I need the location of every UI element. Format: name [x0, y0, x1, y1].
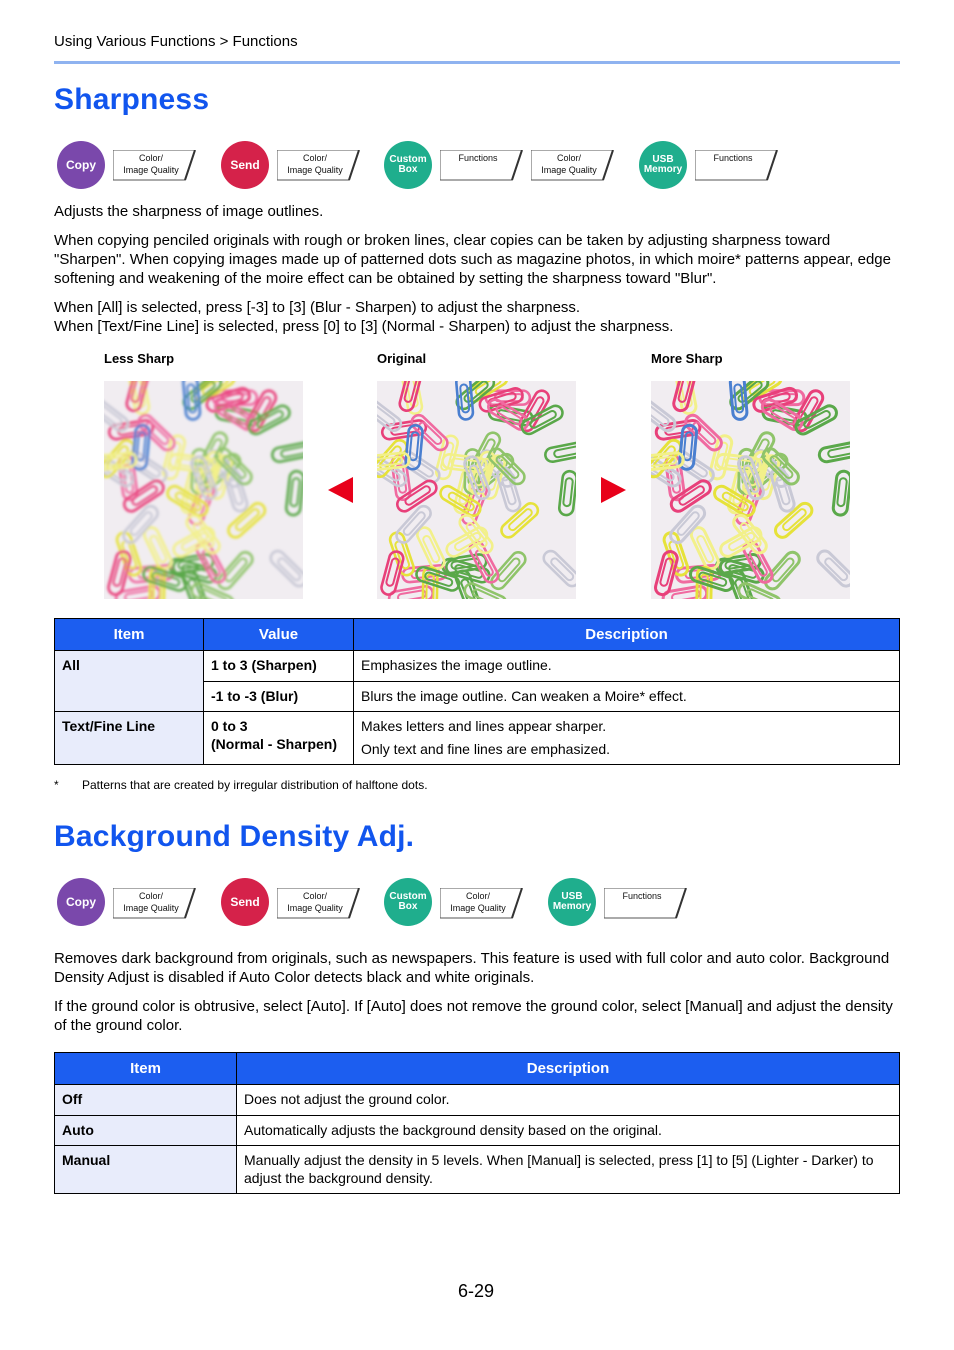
image-label-less-sharp: Less Sharp [104, 351, 175, 366]
background-table [54, 1052, 900, 1194]
copy-mode-badge: Copy [57, 878, 105, 926]
background-instructions: If the ground color is obtrusive, select [Auto]. If [Auto] does not remove the ground color, select [Manual] and adjust the density of the ground color. [54, 998, 893, 1034]
item-cell: Auto [55, 1116, 237, 1146]
page-number: 6-29 [458, 1281, 495, 1301]
path-label-color-image-quality: Color/ Image Quality [277, 150, 361, 182]
column-header: Item [55, 619, 204, 651]
path-label-functions: Functions [440, 150, 524, 182]
send-mode-badge: Send [221, 878, 269, 926]
table-row [55, 712, 900, 765]
table-row [55, 1146, 900, 1194]
path-label-color-image-quality: Color/ Image Quality [531, 150, 615, 182]
path-label-functions: Functions [604, 888, 688, 920]
sharpness-table [54, 618, 900, 765]
item-cell: Manual [55, 1146, 237, 1194]
column-header: Item [55, 1053, 237, 1085]
item-cell: All [55, 651, 204, 712]
sample-image-less-sharp [104, 381, 303, 599]
header-divider [54, 61, 900, 64]
description-cell: Does not adjust the ground color. [237, 1085, 900, 1116]
sample-image-original [377, 381, 576, 599]
arrow-right-icon [601, 477, 626, 503]
sharpness-instructions: When [All] is selected, press [-3] to [3] (Blur - Sharpen) to adjust the sharpness. When [Text/Fine Line] is selected, press [0] to [3] (Normal - Sharpen) to adjust the sharpness. [54, 299, 674, 335]
path-label-color-image-quality: Color/ Image Quality [277, 888, 361, 920]
description-cell: Manually adjust the density in 5 levels. When [Manual] is selected, press [1] to [5] (Lighter - Darker) to adjust the background density. [237, 1146, 900, 1194]
description-cell: Blurs the image outline. Can weaken a Moire* effect. [354, 682, 900, 712]
usb-memory-mode-badge: USB Memory [548, 878, 596, 926]
table-row [55, 1116, 900, 1146]
path-label-color-image-quality: Color/ Image Quality [113, 888, 197, 920]
path-label-color-image-quality: Color/ Image Quality [113, 150, 197, 182]
breadcrumb: Using Various Functions > Functions [54, 33, 298, 50]
item-cell: Text/Fine Line [55, 712, 204, 765]
table-row [55, 1085, 900, 1116]
value-cell: 1 to 3 (Sharpen) [204, 651, 354, 682]
custom-box-mode-badge: Custom Box [384, 878, 432, 926]
copy-mode-badge: Copy [57, 141, 105, 189]
column-header: Value [204, 619, 354, 651]
path-label-functions: Functions [695, 150, 779, 182]
item-cell: Off [55, 1085, 237, 1116]
column-header: Description [237, 1053, 900, 1085]
custom-box-mode-badge: Custom Box [384, 141, 432, 189]
section-title-background-density: Background Density Adj. [54, 820, 415, 853]
table-row [55, 651, 900, 682]
description-cell: Makes letters and lines appear sharper. Only text and fine lines are emphasized. [354, 712, 900, 765]
usb-memory-mode-badge: USB Memory [639, 141, 687, 189]
background-description: Removes dark background from originals, such as newspapers. This feature is used with full color and auto color. Background Density Adjust is disabled if Auto Color detects black and white originals. [54, 950, 890, 986]
arrow-left-icon [328, 477, 353, 503]
description-cell: Automatically adjusts the background density based on the original. [237, 1116, 900, 1146]
send-mode-badge: Send [221, 141, 269, 189]
image-label-more-sharp: More Sharp [651, 351, 723, 366]
sharpness-description: When copying penciled originals with rough or broken lines, clear copies can be taken by adjusting sharpness toward "Sharpen". When copying images made up of patterned dots such as magazine photos, in which moire* patterns appear, edge softening and weakening of the moire effect can be obtained by setting the sharpness toward "Blur". [54, 232, 891, 287]
section-title-sharpness: Sharpness [54, 83, 210, 116]
sample-image-more-sharp [651, 381, 850, 599]
path-label-color-image-quality: Color/ Image Quality [440, 888, 524, 920]
value-cell: 0 to 3 (Normal - Sharpen) [204, 712, 354, 765]
sharpness-intro: Adjusts the sharpness of image outlines. [54, 203, 324, 220]
value-cell: -1 to -3 (Blur) [204, 682, 354, 712]
column-header: Description [354, 619, 900, 651]
image-label-original: Original [377, 351, 427, 366]
description-cell: Emphasizes the image outline. [354, 651, 900, 682]
